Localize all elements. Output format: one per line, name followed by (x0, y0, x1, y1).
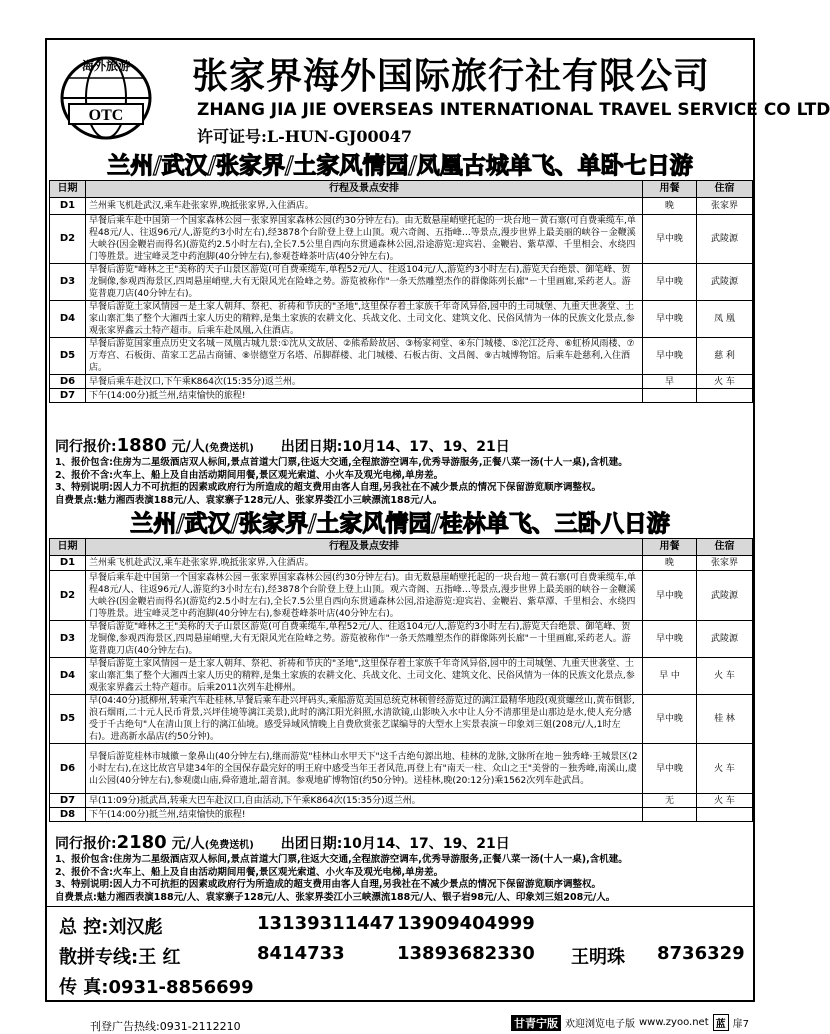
table-row (50, 658, 753, 695)
day-cell: D5 (50, 695, 86, 744)
itinerary-cell: 兰州乘飞机赴武汉,乘车赴张家界,晚抵张家界,入住酒店。 (86, 198, 643, 215)
note-line: 3、特别说明:因人力不可抗拒的因素或政府行为所造成的超支费用由客人自理,另我社在不减少景点的情况下保留游览顺序调整权。 (55, 879, 602, 890)
meals-cell: 晚 (643, 198, 697, 215)
table-row (50, 198, 753, 215)
itinerary-cell: 早餐后游览土家风情园－是土家人朝拜、祭祀、祈祷和节庆的"圣地",这里保存着土家族千年奇风异俗,园中的土司城堡、九重天世袭堂、土家山寨汇集了整个大湘西土家人历史的精粹,是集土家族的农耕文化、兵战文化、土司文化、建筑文化、民俗风情为一体的民族文化景点,参观张家界鑫云土特产超市。后乘车赴凤凰,入住酒店。 (86, 301, 643, 338)
globe-logo-icon (55, 46, 157, 142)
itinerary-cell: 下午(14:00分)抵兰州,结束愉快的旅程! (86, 808, 643, 822)
gm-label: 总 控:刘汉彪 (59, 917, 163, 938)
tour2-price-line (55, 832, 510, 853)
table-row (50, 556, 753, 571)
logo-text: 海外旅游 (81, 59, 131, 73)
table-row (50, 744, 753, 794)
table-row (50, 375, 753, 389)
stay-cell (697, 808, 753, 822)
tour2-price-unit: 元/人 (171, 836, 205, 852)
company-name-en: ZHANG JIA JIE OVERSEAS INTERNATIONAL TRAVEL SERVICE CO LTD (197, 100, 830, 120)
table-row (50, 338, 753, 375)
gm-phone-1: 13139311447 (257, 913, 395, 934)
stay-cell: 武陵源 (697, 215, 753, 264)
meals-cell: 早中晚 (643, 571, 697, 621)
stay-cell: 火 车 (697, 744, 753, 794)
note-line: 自费景点:魅力湘西表演188元/人、袁家寨子128元/人、张家界娄江小三峡漂流188元/人。 (55, 494, 443, 506)
day-cell: D2 (50, 571, 86, 621)
tour1-price-line (55, 435, 510, 456)
table-header-row (50, 181, 753, 198)
tour2-price-note: (免费送机) (204, 840, 254, 851)
note-line: 3、特别说明:因人力不可抗拒的因素或政府行为所造成的超支费用由客人自理,另我社在不减少景点的情况下保留游览顺序调整权。 (55, 482, 602, 493)
sales-phone-2: 13893682330 (397, 943, 535, 964)
header (47, 40, 830, 148)
tour2-price: 2180 (116, 832, 167, 853)
meals-cell: 无 (643, 794, 697, 808)
header-stay: 住宿 (697, 539, 753, 556)
sales-phone-1: 8414733 (257, 943, 345, 964)
stay-cell: 火 车 (697, 375, 753, 389)
meals-cell: 早中晚 (643, 338, 697, 375)
itinerary-cell: 下午(14:00分)抵兰州,结束愉快的旅程! (86, 389, 643, 403)
stay-cell: 火 车 (697, 794, 753, 808)
tour1-notes (55, 457, 745, 507)
table-row (50, 571, 753, 621)
day-cell: D5 (50, 338, 86, 375)
stay-cell: 武陵源 (697, 621, 753, 658)
header-day: 日期 (50, 181, 86, 198)
stay-cell: 慈 利 (697, 338, 753, 375)
note-line: 1、报价包含:住房为二星级酒店双人标间,景点首道大门票,往返大交通,全程旅游空调车,优秀导游服务,正餐八菜一汤(十人一桌),含机建。 (55, 457, 628, 468)
stay-cell: 凤 凰 (697, 301, 753, 338)
site-url[interactable]: www.zyoo.net (639, 1017, 709, 1028)
table-row (50, 389, 753, 403)
day-cell: D1 (50, 198, 86, 215)
header-itinerary: 行程及景点安排 (86, 539, 643, 556)
tour2-notes (55, 854, 745, 904)
tour1-price-note: (免费送机) (204, 443, 254, 454)
welcome-text: 欢迎浏览电子版 (565, 1019, 635, 1030)
table-row (50, 808, 753, 822)
table-row (50, 264, 753, 301)
tour1-itinerary-table (49, 180, 753, 403)
company-name-cn: 张家界海外国际旅行社有限公司 (192, 56, 711, 97)
day-cell: D4 (50, 658, 86, 695)
meals-cell: 早中晚 (643, 695, 697, 744)
footer-right (511, 1014, 749, 1031)
page-label: 扉7 (732, 1019, 749, 1030)
stay-cell: 火 车 (697, 658, 753, 695)
meals-cell: 早中晚 (643, 744, 697, 794)
page-box: 蓝 (713, 1014, 729, 1031)
itinerary-cell: 早餐后游览土家风情园－是土家人朝拜、祭祀、祈祷和节庆的"圣地",这里保存着土家族千年奇风异俗,园中的土司城堡、九重天世袭堂、土家山寨汇集了整个大湘西土家人历史的精粹,是集土家族的农耕文化、兵战文化、土司文化、建筑文化、民俗风情为一体的民族文化景点,参观张家界鑫云土特产超市。后乘2011次列车赴柳州。 (86, 658, 643, 695)
meals-cell: 早中晚 (643, 215, 697, 264)
meals-cell: 早 中 (643, 658, 697, 695)
itinerary-cell: 早餐后乘车赴汉口,下午乘K864次(15:35分)返兰州。 (86, 375, 643, 389)
itinerary-cell: 早餐后游览桂林市城徽－象鼻山(40分钟左右),继而游览"桂林山水甲天下"这千古绝句源出地、桂林的龙脉,文脉所在地－独秀峰·王城景区(2小时左右),在这比故宫早建34年的全国保存最完好的明王府中感受当年王者风范,再登上有"南天一柱、众山之王"美誉的－独秀峰,南溪山,虞山公园(40分钟左右),参观虞山庙,舜帝遗址,韶音洞。参观地矿博物馆(约50分钟)。送桂林,晚(20:12分)乘1562次列车赴武昌。 (86, 744, 643, 794)
stay-cell: 武陵源 (697, 571, 753, 621)
tour1-price-label: 同行报价: (55, 439, 117, 455)
sales-label: 散拼专线:王 红 (59, 947, 181, 968)
itinerary-cell: 兰州乘飞机赴武汉,乘车赴张家界,晚抵张家界,入住酒店。 (86, 556, 643, 571)
logo-abbr: OTC (88, 107, 124, 124)
tour2-itinerary-table (49, 538, 753, 822)
sales2-name: 王明珠 (571, 947, 625, 968)
sales2-phone: 8736329 (657, 943, 745, 964)
meals-cell: 晚 (643, 556, 697, 571)
stay-cell: 武陵源 (697, 264, 753, 301)
table-row (50, 301, 753, 338)
day-cell: D3 (50, 264, 86, 301)
tour1-title: 兰州/武汉/张家界/土家风情园/凤凰古城单飞、单卧七日游 (107, 153, 693, 179)
stay-cell (697, 389, 753, 403)
paper-edition: 甘青宁版 (511, 1015, 561, 1031)
day-cell: D7 (50, 389, 86, 403)
fax-label: 传 真:0931-8856699 (59, 977, 254, 998)
itinerary-cell: 早餐后游览"峰林之王"美称的天子山景区游览(可自费乘缆车,单程52元/人、往返104元/人,游览约3小时左右),游览天台绝景、御笔峰、贺龙铜像,参观西海景区,四周悬崖峭壁,大有无限风光在险峰之势。游览被称作"一条天然雕塑杰作的群像陈列长廊"－十里画廊,采药老人。游览普鹿刀店(40分钟左右)。 (86, 264, 643, 301)
stay-cell: 张家界 (697, 556, 753, 571)
itinerary-cell: 早(11:09分)抵武昌,转乘大巴车赴汉口,自由活动,下午乘K864次(15:35分)返兰州。 (86, 794, 643, 808)
note-line: 2、报价不含:火车上、船上及自由活动期间用餐,景区观光索道、小火车及观光电梯,单房差。 (55, 469, 444, 481)
meals-cell (643, 389, 697, 403)
itinerary-cell: 早餐后乘车赴中国第一个国家森林公园－张家界国家森林公园(约30分钟左右)。由无数悬崖峭壁托起的一块台地－黄石寨(可自费乘缆车,单程48元/人、往返96元/人,游览约3小时左右),经3878个台阶登上登上山顶。观六奇阁、五指峰…等景点,漫步世界上最美丽的峡谷－金鞭溪大峡谷(因金鞭岩而得名)(游览约2.5小时左右),全长7.5公里自西向东贯通森林公园,沿途游览:迎宾岩、金鞭岩、紫草潭、千里相会、水绕四门等胜景。进宝峰灵芝中药泡脚(40分钟左右),参观苍峰茶叶店(40分钟左右)。 (86, 571, 643, 621)
day-cell: D6 (50, 744, 86, 794)
header-stay: 住宿 (697, 181, 753, 198)
contacts-section (47, 906, 753, 1002)
gm-phone-2: 13909404999 (397, 913, 535, 934)
ad-hotline: 刊登广告热线:0931-2112210 (90, 1020, 241, 1033)
table-row (50, 794, 753, 808)
day-cell: D3 (50, 621, 86, 658)
tour2-price-label: 同行报价: (55, 836, 117, 852)
day-cell: D2 (50, 215, 86, 264)
itinerary-cell: 早餐后游览国家重点历史文名城－凤凰古城九景:①沈从文故居、②熊希龄故居、③杨家祠堂、④东门城楼、⑤沱江泛舟、⑥虹桥风雨楼、⑦万寿宫、石板街、苗家工艺品古商铺、⑧崇德堂万名塔、吊脚群楼、北门城楼、石板古街、文昌阁、⑨古城博物馆。后乘车赴慈利,入住酒店。 (86, 338, 643, 375)
meals-cell (643, 808, 697, 822)
meals-cell: 早中晚 (643, 264, 697, 301)
table-row (50, 621, 753, 658)
itinerary-cell: 早(04:40分)抵柳州,转乘汽车赴桂林,早餐后乘车赴兴坪码头,乘船游览美国总统克林顿曾经游览过的漓江最精华地段(观赏螺丝山,黄布倒影,浪石烟雨,二十元人民币背景,兴坪佳境等漓江美景),此时的漓江阳光斜照,水清欲镜,山影映入水中让人分不清那里是山那边是水,使人充分感受于千古绝句"人在清山顶上行的漓江仙境。感受异域风情晚上自费欣赏张艺谋编导的大型水上实景表演－印象刘三姐(208元/人,1时左右)。进高新水晶店(约50分钟)。 (86, 695, 643, 744)
tour2-title: 兰州/武汉/张家界/土家风情园/桂林单飞、三卧八日游 (130, 511, 670, 537)
table-header-row (50, 539, 753, 556)
meals-cell: 早中晚 (643, 621, 697, 658)
meals-cell: 早中晚 (643, 301, 697, 338)
table-row (50, 215, 753, 264)
header-meals: 用餐 (643, 539, 697, 556)
stay-cell: 桂 林 (697, 695, 753, 744)
header-day: 日期 (50, 539, 86, 556)
itinerary-cell: 早餐后游览"峰林之王"美称的天子山景区游览(可自费乘缆车,单程52元/人、往返104元/人,游览约3小时左右),游览天台绝景、御笔峰、贺龙铜像,参观西海景区,四周悬崖峭壁,大有无限风光在险峰之势。游览被称作"一条天然雕塑杰作的群像陈列长廊"－十里画廊,采药老人。游览普鹿刀店(40分钟左右)。 (86, 621, 643, 658)
day-cell: D8 (50, 808, 86, 822)
day-cell: D7 (50, 794, 86, 808)
day-cell: D1 (50, 556, 86, 571)
tour1-price: 1880 (116, 435, 167, 456)
itinerary-cell: 早餐后乘车赴中国第一个国家森林公园－张家界国家森林公园(约30分钟左右)。由无数悬崖峭壁托起的一块台地－黄石寨(可自费乘缆车,单程48元/人、往返96元/人,游览约3小时左右),经3878个台阶登上登上山顶。观六奇阁、五指峰…等景点,漫步世界上最美丽的峡谷－金鞭溪大峡谷(因金鞭岩而得名)(游览约2.5小时左右),全长7.5公里自西向东贯通森林公园,沿途游览:迎宾岩、金鞭岩、紫草潭、千里相会、水绕四门等胜景。进宝峰灵芝中药泡脚(40分钟左右),参观苍峰茶叶店(40分钟左右)。 (86, 215, 643, 264)
stay-cell: 张家界 (697, 198, 753, 215)
meals-cell: 早 (643, 375, 697, 389)
tour2-departure: 出团日期:10月14、17、19、21日 (280, 836, 510, 852)
tour1-price-unit: 元/人 (171, 439, 205, 455)
day-cell: D4 (50, 301, 86, 338)
header-meals: 用餐 (643, 181, 697, 198)
table-row (50, 695, 753, 744)
note-line: 1、报价包含:住房为二星级酒店双人标间,景点首道大门票,往返大交通,全程旅游空调车,优秀导游服务,正餐八菜一汤(十人一桌),含机建。 (55, 854, 628, 865)
note-line: 自费景点:魅力湘西表演188元/人、袁家寨子128元/人、张家界娄江小三峡漂流188元/人、银子岩98元/人、印象刘三姐208元/人。 (55, 891, 616, 903)
license-number: 许可证号:L-HUN-GJ00047 (197, 127, 413, 146)
tour1-departure: 出团日期:10月14、17、19、21日 (280, 439, 510, 455)
header-itinerary: 行程及景点安排 (86, 181, 643, 198)
ad-frame (45, 38, 830, 1002)
note-line: 2、报价不含:火车上、船上及自由活动期间用餐,景区观光索道、小火车及观光电梯,单房差。 (55, 866, 444, 878)
day-cell: D6 (50, 375, 86, 389)
